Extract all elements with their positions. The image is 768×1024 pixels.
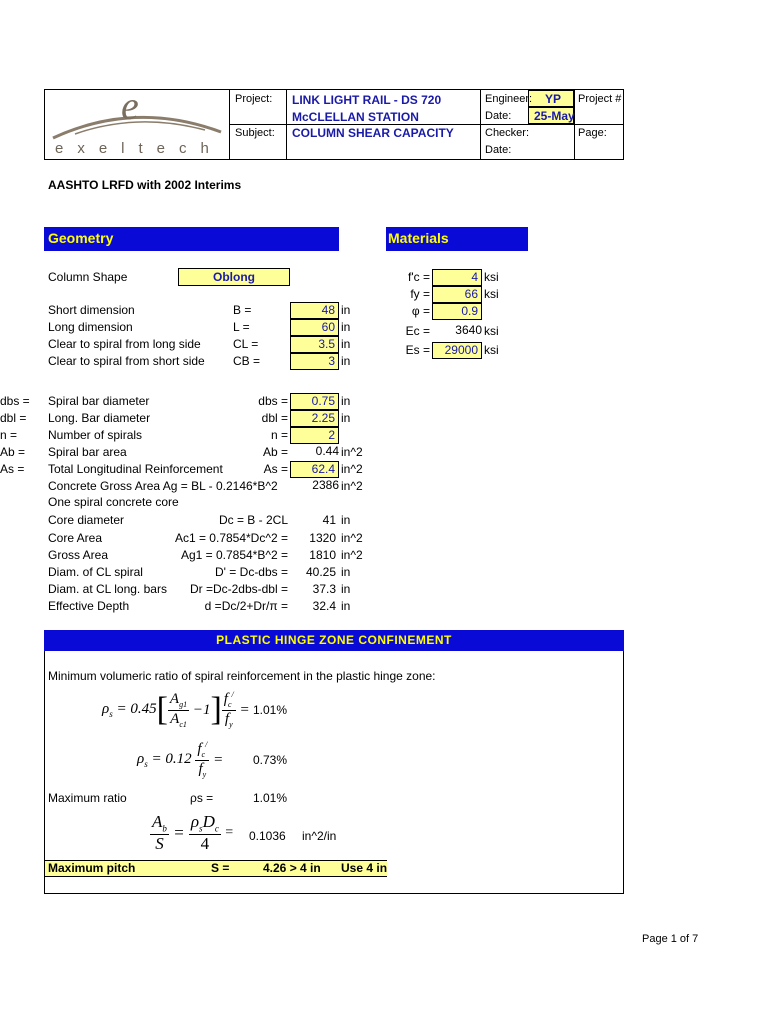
- row-value: 2386: [312, 478, 339, 492]
- project-label: Project:: [235, 93, 273, 105]
- row-symbol: n =: [270, 428, 288, 442]
- page-number: Page 1 of 7: [642, 933, 699, 945]
- date-label: Date:: [485, 110, 512, 122]
- date-value: 25-May: [534, 109, 575, 123]
- row-label: Core diameter: [48, 513, 125, 527]
- row-unit: in^2: [341, 462, 363, 476]
- geometry-title: Geometry: [48, 230, 114, 246]
- row-unit: in^2: [341, 479, 363, 493]
- row-label: Core Area: [48, 531, 103, 545]
- max-pitch-label: Maximum pitch: [48, 861, 136, 875]
- material-unit: ksi: [484, 343, 499, 357]
- row-label: Diam. at CL long. bars: [48, 582, 167, 596]
- row-label: Total Longitudinal Reinforcement: [48, 462, 223, 476]
- row-symbol: CB =: [233, 354, 261, 368]
- material-value[interactable]: 0.9: [432, 303, 482, 320]
- geometry-header: [44, 227, 339, 251]
- row-label: Clear to spiral from short side: [48, 354, 205, 368]
- row-value: 0.44: [315, 444, 339, 458]
- plastic-intro: Minimum volumeric ratio of spiral reinforcement in the plastic hinge zone:: [48, 669, 436, 683]
- row-label: Long dimension: [48, 320, 133, 334]
- material-value[interactable]: 4: [432, 269, 482, 286]
- row-symbol: Ab =: [0, 445, 26, 459]
- row-unit: in: [341, 354, 351, 368]
- shape-label: Column Shape: [48, 270, 128, 284]
- row-symbol: dbs =: [258, 394, 288, 408]
- engineer-label: Engineer:: [485, 93, 533, 105]
- row-label: Number of spirals: [48, 428, 143, 442]
- equation-rho-2: $\rho_s = 0.12$ $\frac{f_c^/}{f_y}$ =: [137, 739, 224, 779]
- row-unit: in^2: [341, 548, 363, 562]
- row-symbol: B =: [233, 303, 252, 317]
- logo-letter: e: [121, 83, 139, 128]
- row-unit: in: [341, 411, 351, 425]
- row-unit: in^2: [341, 531, 363, 545]
- row-value[interactable]: 2.25: [290, 410, 339, 427]
- materials-title: Materials: [388, 230, 449, 246]
- row-symbol: Ac1 = 0.7854*Dc^2 =: [174, 531, 288, 545]
- row-unit: in: [341, 513, 351, 527]
- material-value[interactable]: 66: [432, 286, 482, 303]
- equation-2-result: 0.73%: [253, 753, 288, 767]
- max-ratio-symbol: ρs =: [190, 791, 214, 805]
- equation-3-unit: in^2/in: [302, 829, 337, 843]
- subject-value: COLUMN SHEAR CAPACITY: [292, 126, 454, 140]
- shape-input[interactable]: [178, 268, 290, 286]
- material-unit: ksi: [484, 270, 499, 284]
- row-label: Clear to spiral from long side: [48, 337, 201, 351]
- materials-header: [386, 227, 528, 251]
- row-symbol: dbl =: [261, 411, 288, 425]
- row-symbol: n =: [0, 428, 18, 442]
- row-value[interactable]: 2: [290, 427, 339, 444]
- divider: [229, 124, 481, 125]
- max-pitch-value: 4.26 > 4 in: [263, 861, 321, 875]
- max-ratio-value: 1.01%: [253, 791, 288, 805]
- material-unit: ksi: [484, 287, 499, 301]
- row-value: 37.3: [312, 582, 336, 596]
- doc-title: AASHTO LRFD with 2002 Interims: [48, 178, 242, 192]
- equation-ab-s: $\frac{A_b}{S}$ = $\frac{\rho_sD_c}{4}$ =: [152, 811, 234, 853]
- project-number-label: Project #: [578, 93, 622, 105]
- material-value: 3640: [455, 323, 482, 337]
- row-label: Effective Depth: [48, 599, 130, 613]
- row-symbol: CL =: [233, 337, 259, 351]
- material-value[interactable]: 29000: [432, 342, 482, 359]
- max-ratio-label: Maximum ratio: [48, 791, 127, 805]
- row-symbol: Ab =: [262, 445, 288, 459]
- equation-3-result: 0.1036: [249, 829, 286, 843]
- divider: [480, 124, 624, 125]
- row-unit: in: [341, 394, 351, 408]
- max-pitch-symbol: S =: [211, 861, 230, 875]
- equation-rho-1: $\rho_s = 0.45$ [ $\frac{A_{g1}}{A_{c1}}$ −1 ] $\frac{f_c^/}{f_y}$ =: [102, 689, 250, 729]
- row-unit: in: [341, 582, 351, 596]
- row-symbol: D' = Dc-dbs =: [215, 565, 288, 579]
- row-symbol: d =Dc/2+Dr/π =: [204, 599, 288, 613]
- row-value: 1810: [309, 548, 336, 562]
- row-value[interactable]: 62.4: [290, 461, 339, 478]
- material-unit: ksi: [484, 324, 499, 338]
- row-value[interactable]: 3.5: [290, 336, 339, 353]
- row-symbol: L =: [233, 320, 250, 334]
- row-value: 40.25: [305, 565, 336, 579]
- plastic-header: [44, 630, 624, 651]
- row-value[interactable]: 60: [290, 319, 339, 336]
- row-value[interactable]: 0.75: [290, 393, 339, 410]
- row-unit: in: [341, 599, 351, 613]
- row-unit: in: [341, 337, 351, 351]
- logo: [45, 83, 229, 159]
- material-symbol: Es =: [405, 343, 430, 357]
- row-symbol: dbs =: [0, 394, 30, 408]
- page-label: Page:: [578, 127, 607, 139]
- row-symbol: Dc = B - 2CL: [218, 513, 288, 527]
- row-label: Spiral bar diameter: [48, 394, 150, 408]
- row-label: Short dimension: [48, 303, 135, 317]
- row-symbol: dbl =: [0, 411, 27, 425]
- material-symbol: f'c =: [408, 270, 430, 284]
- material-symbol: fy =: [410, 287, 430, 301]
- row-label: Gross Area: [48, 548, 109, 562]
- row-symbol: As =: [263, 462, 288, 476]
- row-label: Spiral bar area: [48, 445, 127, 459]
- divider: [286, 89, 287, 160]
- shape-value: Oblong: [213, 270, 255, 284]
- date2-label: Date:: [485, 144, 512, 156]
- row-value: 1320: [309, 531, 336, 545]
- row-unit: in: [341, 320, 351, 334]
- max-pitch-use: Use 4 in: [341, 861, 388, 875]
- equation-1-result: 1.01%: [253, 703, 288, 717]
- row-value: 41: [322, 513, 336, 527]
- row-unit: in: [341, 303, 351, 317]
- row-label: Concrete Gross Area Ag = BL - 0.2146*B^2: [48, 479, 278, 493]
- row-symbol: As =: [0, 462, 25, 476]
- row-value[interactable]: 48: [290, 302, 339, 319]
- subject-label: Subject:: [235, 127, 275, 139]
- project-line2: McCLELLAN STATION: [292, 110, 419, 124]
- row-label: Long. Bar diameter: [48, 411, 151, 425]
- plastic-title: PLASTIC HINGE ZONE CONFINEMENT: [216, 633, 452, 647]
- row-symbol: Dr =Dc-2dbs-dbl =: [189, 582, 288, 596]
- project-line1: LINK LIGHT RAIL - DS 720: [292, 93, 442, 107]
- row-symbol: Ag1 = 0.7854*B^2 =: [180, 548, 288, 562]
- row-value[interactable]: 3: [290, 353, 339, 370]
- checker-label: Checker:: [485, 127, 530, 139]
- core-heading: One spiral concrete core: [48, 495, 179, 509]
- row-unit: in: [341, 565, 351, 579]
- material-symbol: Ec =: [405, 324, 430, 338]
- row-unit: in^2: [341, 445, 363, 459]
- engineer-value: YP: [545, 92, 562, 106]
- row-label: Diam. of CL spiral: [48, 565, 143, 579]
- material-symbol: φ =: [411, 304, 430, 318]
- logo-text: exeltech: [55, 140, 223, 157]
- row-value: 32.4: [312, 599, 336, 613]
